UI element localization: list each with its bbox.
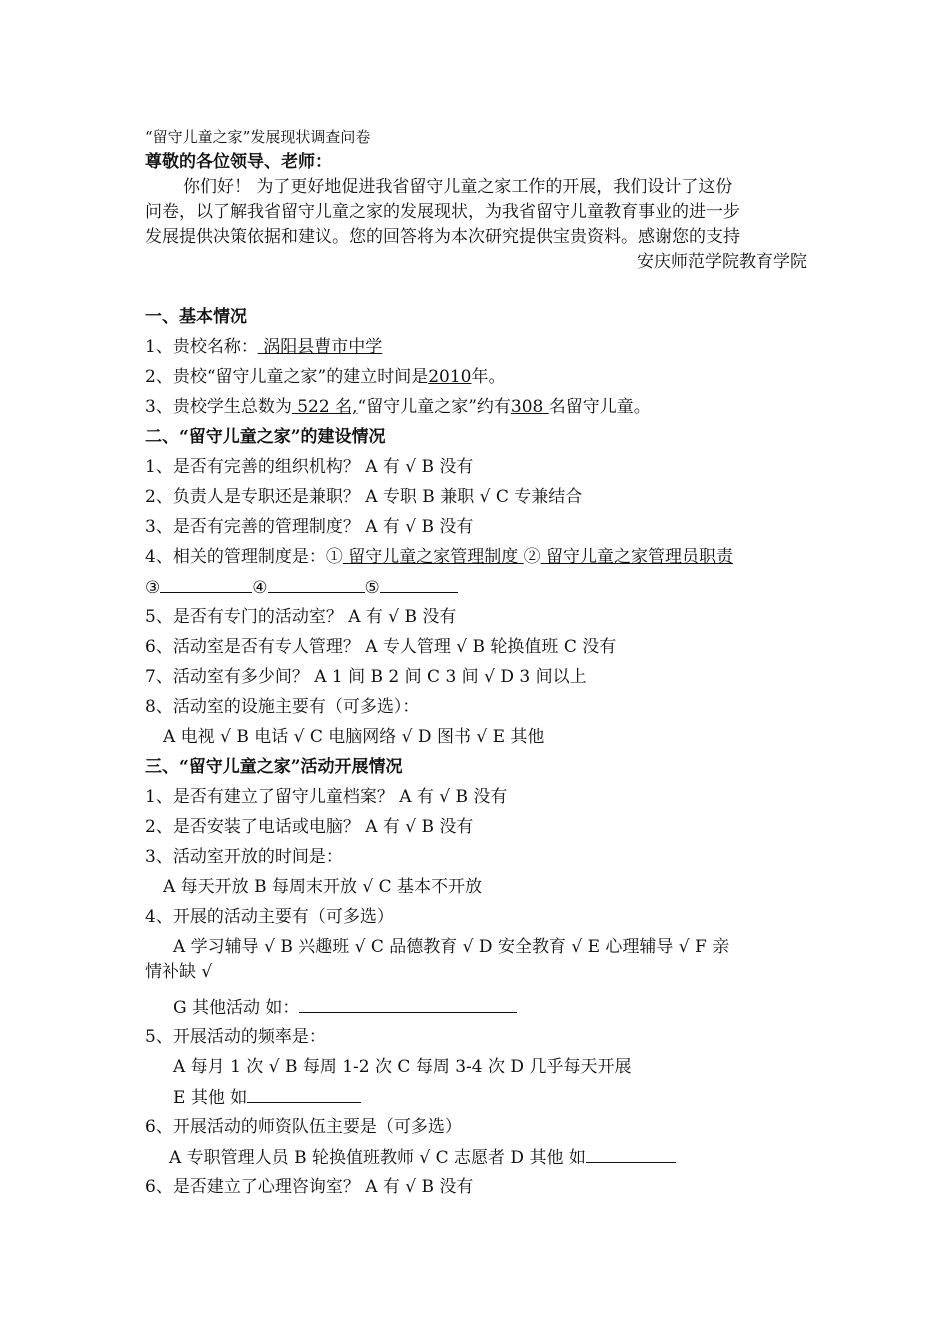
s2-question-5: 5、是否有专门的活动室？ A 有 √ B 没有 <box>145 607 457 627</box>
s2-question-2: 2、负责人是专职还是兼职？ A 专职 B 兼职 √ C 专兼结合 <box>145 487 583 507</box>
s3-question-5: 5、开展活动的频率是： <box>145 1027 326 1047</box>
intro-line-3: 发展提供决策依据和建议。您的回答将为本次研究提供宝贵资料。感谢您的支持 <box>145 227 740 247</box>
q2-label: 2、贵校“留守儿童之家”的建立时间是 <box>145 367 429 387</box>
s3-question-6: 6、开展活动的师资队伍主要是（可多选） <box>145 1117 462 1137</box>
school-name-value: 涡阳县曹市中学 <box>257 337 383 357</box>
other-frequency-label: E 其他 如 <box>173 1088 248 1108</box>
section-2-heading: 二、“留守儿童之家”的建设情况 <box>145 427 386 447</box>
founding-year-value: 2010 <box>428 367 472 387</box>
s3-question-7: 6、是否建立了心理咨询室？ A 有 √ B 没有 <box>145 1177 474 1197</box>
s3-question-1: 1、是否有建立了留守儿童档案？ A 有 √ B 没有 <box>145 787 508 807</box>
section-3-heading: 三、“留守儿童之家”活动开展情况 <box>145 757 403 777</box>
q4-label: 4、相关的管理制度是：① <box>145 547 343 567</box>
q2-suffix: 年。 <box>471 367 506 387</box>
s1-question-2 <box>145 366 505 388</box>
s1-question-3 <box>145 396 651 418</box>
regulation-1-value: 留守儿童之家管理制度 <box>342 547 524 567</box>
circle-3: ③ <box>145 578 161 598</box>
s2-question-7: 7、活动室有多少间？ A 1 间 B 2 间 C 3 间 √ D 3 间以上 <box>145 667 587 687</box>
s2-question-8-options: A 电视 √ B 电话 √ C 电脑网络 √ D 图书 √ E 其他 <box>163 727 545 747</box>
s1-question-1 <box>145 336 382 358</box>
student-total-value: 522 名, <box>291 397 358 417</box>
signature: 安庆师范学院教育学院 <box>637 252 807 272</box>
s3-question-5-options: A 每月 1 次 √ B 每周 1-2 次 C 每周 3-4 次 D 几乎每天开展 <box>173 1057 632 1077</box>
other-frequency-blank[interactable] <box>247 1086 361 1103</box>
s3-question-4-continued: 情补缺 √ <box>145 962 213 982</box>
other-activity-label: G 其他活动 如： <box>173 998 300 1018</box>
s3-question-6-options <box>169 1146 676 1169</box>
regulation-4-blank[interactable] <box>268 576 365 593</box>
circle-5: ⑤ <box>364 578 380 598</box>
q3-label: 3、贵校学生总数为 <box>145 397 292 417</box>
s2-question-3: 3、是否有完善的管理制度？ A 有 √ B 没有 <box>145 517 474 537</box>
q3-suffix: 名留守儿童。 <box>548 397 651 417</box>
s3-question-5-other <box>173 1086 361 1109</box>
q3-middle: “留守儿童之家”约有 <box>357 397 511 417</box>
intro-line-1: 你们好！ 为了更好地促进我省留守儿童之家工作的开展，我们设计了这份 <box>183 177 733 197</box>
s2-question-1: 1、是否有完善的组织机构？ A 有 √ B 没有 <box>145 457 474 477</box>
other-activity-blank[interactable] <box>299 996 517 1013</box>
intro-line-2: 问卷，以了解我省留守儿童之家的发展现状，为我省留守儿童教育事业的进一步 <box>145 202 740 222</box>
s3-question-2: 2、是否安装了电话或电脑？ A 有 √ B 没有 <box>145 817 474 837</box>
circle-2: ② <box>523 547 541 567</box>
circle-4: ④ <box>252 578 268 598</box>
regulation-2-value: 留守儿童之家管理员职责 <box>540 547 734 567</box>
staff-options: A 专职管理人员 B 轮换值班教师 √ C 志愿者 D 其他 如 <box>169 1148 586 1168</box>
s2-question-6: 6、活动室是否有专人管理？ A 专人管理 √ B 轮换值班 C 没有 <box>145 637 617 657</box>
s2-question-4-blanks <box>145 576 458 599</box>
document-title: “留守儿童之家”发展现状调查问卷 <box>145 128 371 146</box>
s3-question-3: 3、活动室开放的时间是： <box>145 847 343 867</box>
left-behind-count-value: 308 <box>510 397 549 417</box>
q1-label: 1、贵校名称： <box>145 337 258 357</box>
s3-question-4: 4、开展的活动主要有（可多选） <box>145 907 394 927</box>
s3-question-4-other <box>173 996 517 1019</box>
s3-question-3-options: A 每天开放 B 每周末开放 √ C 基本不开放 <box>163 877 483 897</box>
other-staff-blank[interactable] <box>586 1146 676 1163</box>
s3-question-4-options: A 学习辅导 √ B 兴趣班 √ C 品德教育 √ D 安全教育 √ E 心理辅导 √ F 亲 <box>173 937 730 957</box>
greeting: 尊敬的各位领导、老师： <box>145 152 332 172</box>
regulation-5-blank[interactable] <box>380 576 458 593</box>
s2-question-4 <box>145 546 733 568</box>
section-1-heading: 一、基本情况 <box>145 307 247 327</box>
regulation-3-blank[interactable] <box>160 576 252 593</box>
s2-question-8: 8、活动室的设施主要有（可多选）： <box>145 697 420 717</box>
